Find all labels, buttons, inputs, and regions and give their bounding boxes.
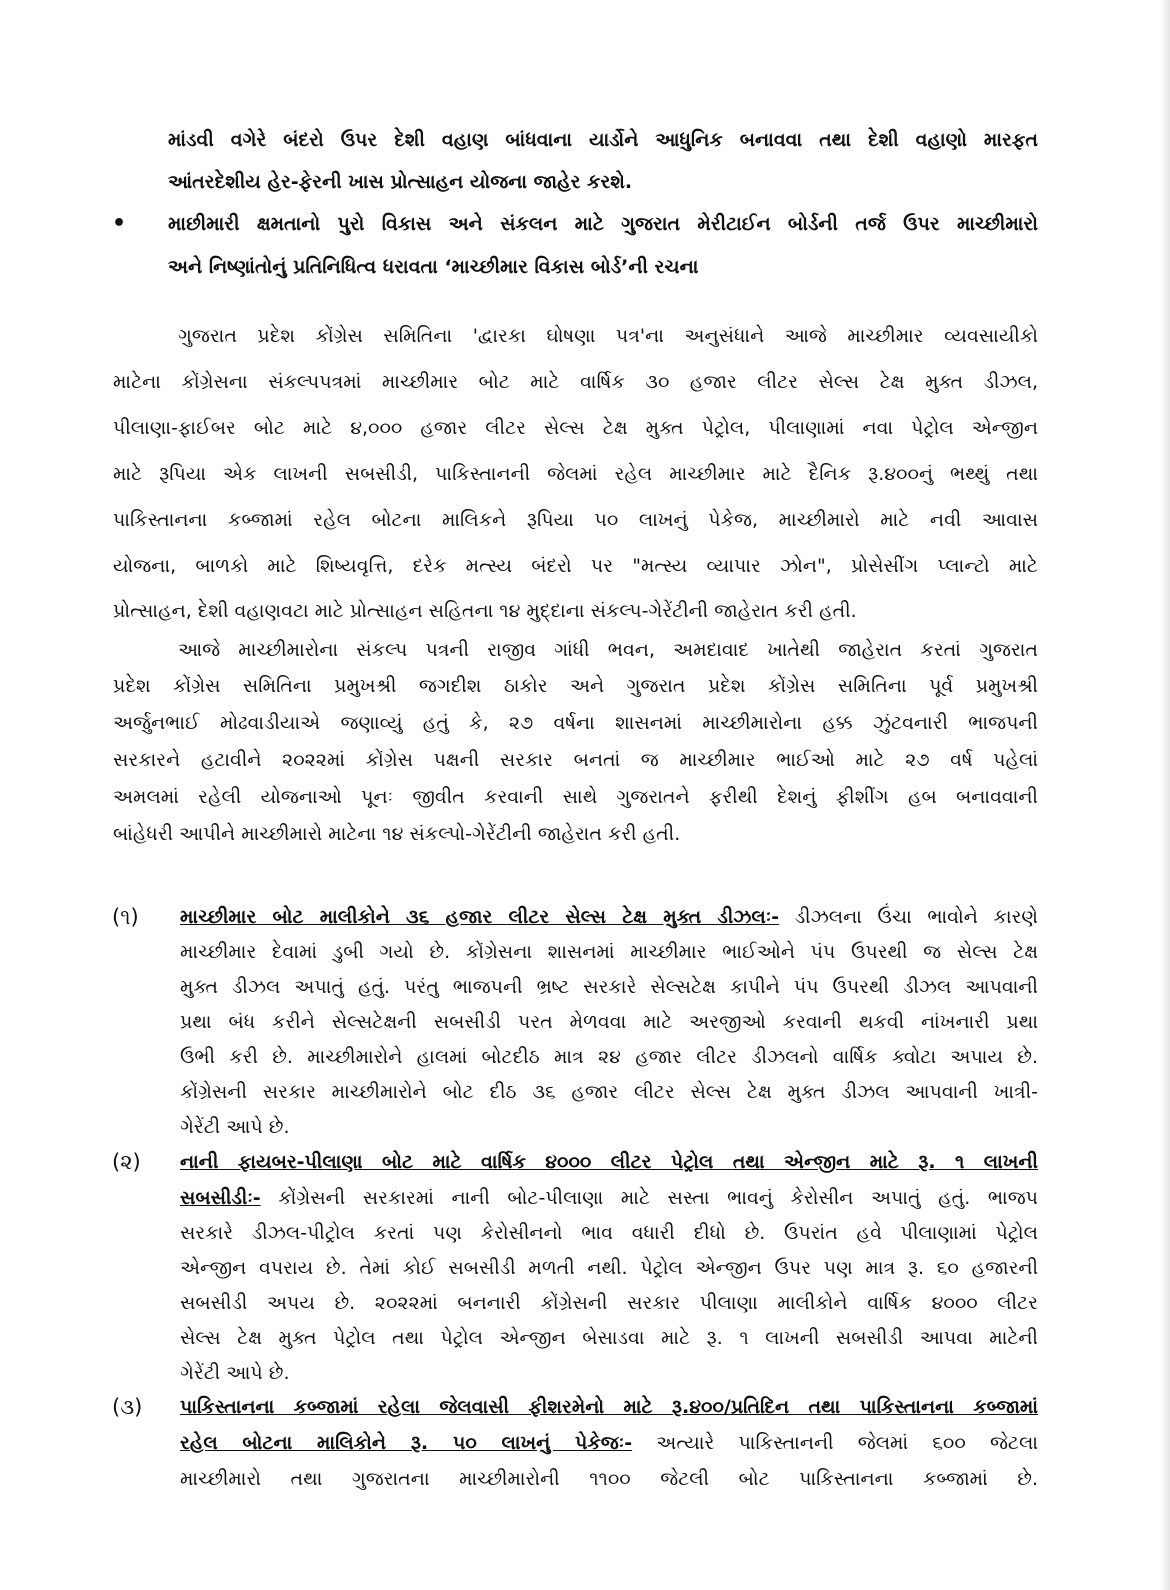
para1-line-6: યોજના, બાળકો માટે શિષ્યવૃત્તિ, દરેક મત્સ્ય બંદરો પર "મત્સ્ય વ્યાપાર ઝોન", પ્રોસેસીંગ પ્લાન્ટો માટે (113, 555, 1038, 577)
item-3-line-1 (180, 1393, 1038, 1421)
item-1-line-7: ગેરેંટી આપે છે. (180, 1116, 290, 1138)
intro-line-2: આંતરદેશીય હેર-ફેરની ખાસ પ્રોત્સાહન યોજના જાહેર કરશે. (168, 171, 633, 193)
para2-line-3: અર્જુનભાઈ મોઢવાડીયાએ જણાવ્યું હતું કે, ૨૭ વર્ષના શાસનમાં માચ્છીમારોના હક્ક ઝુંટવનારી ભાજપની (113, 712, 1038, 734)
item-3-line-2 (180, 1429, 1038, 1457)
intro-line-1: માંડવી વગેરે બંદરો ઉપર દેશી વહાણ બાંધવાના યાર્ડોને આધુનિક બનાવવા તથા દેશી વહાણો મારફત (168, 129, 1038, 151)
item-3-heading-1: પાકિસ્તાનના કબ્જામાં રહેલા જેલવાસી ફીશરમેનો માટે રૂ.૪૦૦/પ્રતિદિન તથા પાકિસ્તાનના કબ્જામાં (180, 1396, 1038, 1418)
item-2-line-3: સરકારે ડીઝલ-પીટ્રોલ કરતાં પણ કેરોસીનનો ભાવ વધારી દીધો છે. ઉપરાંત હવે પીલાણામાં પેટ્રોલ (180, 1222, 1038, 1244)
item-3-heading-2: રહેલ બોટના માલિકોને રૂ. ૫૦ લાખનું પેકેજઃ- (180, 1432, 633, 1454)
item-2-number: (૨) (112, 1150, 141, 1174)
item-2-line-4: એન્જીન વપરાય છે. તેમાં કોઈ સબસીડી મળતી નથી. પેટ્રોલ એન્જીન ઉપર પણ માત્ર રૂ. ૬૦ હજારની (180, 1257, 1038, 1279)
item-2-line-7: ગેરેંટી આપે છે. (180, 1362, 290, 1384)
item-1-line-3: મુક્ત ડીઝલ અપાતું હતું. પરંતુ ભાજપની ભ્રષ્ટ સરકારે સેલ્સટેક્ષ કાપીને પંપ ઉપરથી ડીઝલ આપવાની (180, 976, 1038, 998)
bullet-line-1: માછીમારી ક્ષમતાનો પુરો વિકાસ અને સંકલન માટે ગુજરાત મેરીટાઈન બોર્ડની તર્જ ઉપર માચ્છીમારો (168, 213, 1038, 235)
item-2-line-5: સબસીડી અપય છે. ૨૦૨૨માં બનનારી કોંગ્રેસની સરકાર પીલાણા માલીકોને વાર્ષિક ૪૦૦૦ લીટર (180, 1292, 1038, 1314)
item-1-heading: માચ્છીમાર બોટ માલીકોને ૩૬ હજાર લીટર સેલ્સ ટેક્ષ મુક્ત ડીઝલઃ- (180, 906, 780, 928)
item-3-number: (૩) (112, 1395, 143, 1419)
para2-line-4: સરકારને હટાવીને ૨૦૨૨માં કોંગ્રેસ પક્ષની સરકાર બનતાં જ માચ્છીમાર ભાઈઓ માટે ૨૭ વર્ષ પહેલાં (113, 749, 1038, 771)
item-1-line-4: પ્રથા બંધ કરીને સેલ્સટેક્ષની સબસીડી પરત મેળવવા માટે અરજીઓ કરવાની થકવી નાંખનારી પ્રથા (180, 1011, 1038, 1033)
para1-line-7: પ્રોત્સાહન, દેશી વહાણવટા માટે પ્રોત્સાહન સહિતના ૧૪ મુદ્દાના સંકલ્પ-ગેરેંટીની જાહેરાત કરી હતી. (113, 600, 857, 622)
para1-line-4: માટે રૂપિયા એક લાખની સબસીડી, પાકિસ્તાનની જેલમાં રહેલ માચ્છીમાર માટે દૈનિક રૂ.૪૦૦નું ભથ્થું તથા (113, 463, 1038, 485)
item-2-heading-2: સબસીડીઃ- (180, 1187, 261, 1209)
page-edge-shadow (1160, 0, 1170, 1590)
para1-line-1: ગુજરાત પ્રદેશ કોંગ્રેસ સમિતિના 'દ્વારકા ઘોષણા પત્ર'ના અનુસંધાને આજે માચ્છીમાર વ્યવસાયીકો (178, 325, 1038, 347)
item-2-line-6: સેલ્સ ટેક્ષ મુક્ત પેટ્રોલ તથા પેટ્રોલ એન્જીન બેસાડવા માટે રૂ. ૧ લાખની સબસીડી આપવા માટેની (180, 1327, 1038, 1349)
para2-line-2: પ્રદેશ કોંગ્રેસ સમિતિના પ્રમુખશ્રી જગદીશ ઠાકોર અને ગુજરાત પ્રદેશ કોંગ્રેસ સમિતિના પૂર્વ પ્રમુખશ્રી (113, 675, 1038, 697)
item-1-line-2: માચ્છીમાર દેવામાં ડુબી ગયો છે. કોંગ્રેસના શાસનમાં માચ્છીમાર ભાઈઓને પંપ ઉપરથી જ સેલ્સ ટેક્ષ (180, 941, 1038, 963)
item-1-number: (૧) (112, 905, 139, 929)
para2-line-1: આજે માચ્છીમારોના સંકલ્પ પત્રની રાજીવ ગાંધી ભવન, અમદાવાદ ખાતેથી જાહેરાત કરતાં ગુજરાત (178, 639, 1038, 661)
para1-line-3: પીલાણા-ફાઈબર બોટ માટે ૪,૦૦૦ હજાર લીટર સેલ્સ ટેક્ષ મુક્ત પેટ્રોલ, પીલાણામાં નવા પેટ્રોલ એન્જીન (113, 417, 1038, 439)
item-2-heading-1: નાની ફાયબર-પીલાણા બોટ માટે વાર્ષિક ૪૦૦૦ લીટર પેટ્રોલ તથા એન્જીન માટે રૂ. ૧ લાખની (180, 1151, 1038, 1173)
para1-line-2: માટેના કોંગ્રેસના સંકલ્પપત્રમાં માચ્છીમાર બોટ માટે વાર્ષિક ૩૦ હજાર લીટર સેલ્સ ટેક્ષ મુક્ત ડીઝલ, (113, 371, 1038, 393)
item-1-line-5: ઉભી કરી છે. માચ્છીમારોને હાલમાં બોટદીઠ માત્ર ૨૪ હજાર લીટર ડીઝલનો વાર્ષિક ક્વોટા અપાય છે. (180, 1046, 1038, 1068)
item-2-line-2 (180, 1184, 1038, 1212)
item-3-line-3: માચ્છીમારો તથા ગુજરાતના માચ્છીમારોની ૧૧૦૦ જેટલી બોટ પાકિસ્તાનના કબ્જામાં છે. (180, 1468, 1038, 1490)
item-1-line-1 (180, 903, 1038, 931)
item-1-line-6: કોંગ્રેસની સરકાર માચ્છીમારોને બોટ દીઠ ૩૬ હજાર લીટર સેલ્સ ટેક્ષ મુક્ત ડીઝલ આપવાની ખાત્રી- (180, 1081, 1038, 1103)
item-1-heading-rest: ડીઝલના ઉંચા ભાવોને કારણે (779, 906, 1038, 928)
item-2-heading-rest: કોંગ્રેસની સરકારમાં નાની બોટ-પીલાણા માટે સસ્તા ભાવનું કેરોસીન અપાતું હતું. ભાજપ (260, 1187, 1038, 1209)
bullet-dot: • (112, 211, 127, 236)
para1-line-5: પાકિસ્તાનના કબ્જામાં રહેલ બોટના માલિકને રૂપિયા ૫૦ લાખનું પેકેજ, માચ્છીમારો માટે નવી આવાસ (113, 509, 1038, 531)
bullet-line-2: અને નિષ્ણાંતોનું પ્રતિનિધિત્વ ધરાવતા ‘માચ્છીમાર વિકાસ બોર્ડ’ની રચના (168, 256, 699, 278)
item-3-heading-rest: અત્યારે પાકિસ્તાનની જેલમાં ૬૦૦ જેટલા (632, 1432, 1039, 1454)
item-2-line-1 (180, 1148, 1038, 1176)
para2-line-5: અમલમાં રહેલી યોજનાઓ પૂનઃ જીવીત કરવાની સાથે ગુજરાતને ફરીથી દેશનું ફીશીંગ હબ બનાવવાની (113, 786, 1038, 808)
para2-line-6: બાંહેધરી આપીને માચ્છીમારો માટેના ૧૪ સંકલ્પો-ગેરેંટીની જાહેરાત કરી હતી. (113, 823, 681, 845)
